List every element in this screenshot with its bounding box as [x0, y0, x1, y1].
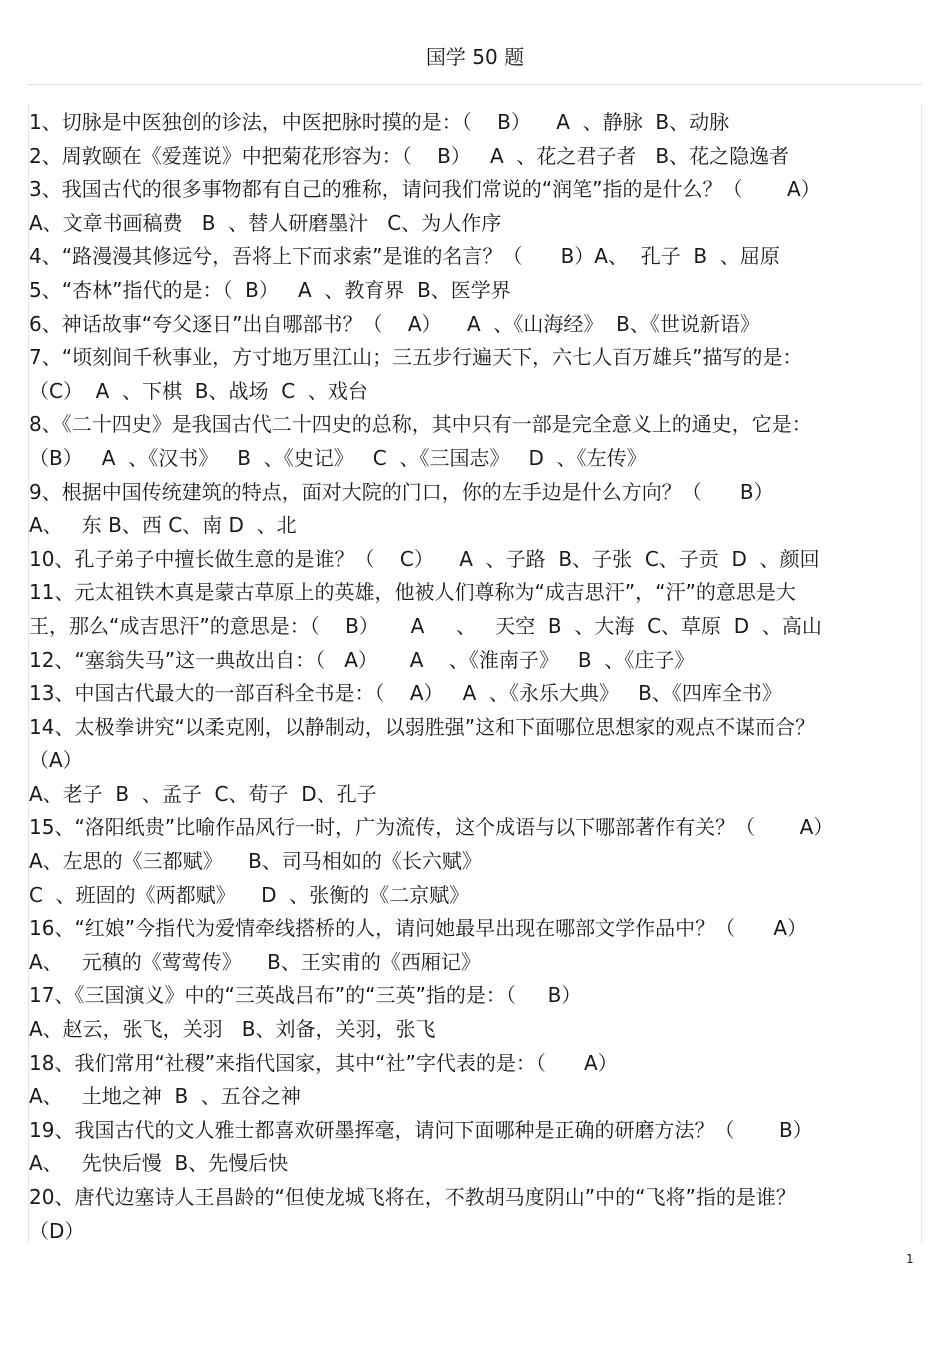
title-divider [28, 84, 922, 85]
text-line: 17、《三国演义》中的“三英战吕布”的“三英”指的是：（ B） [29, 983, 582, 1008]
page-title: 国学 50 题 [425, 45, 525, 69]
text-line: （C） A 、下棋 B、战场 C 、戏台 [29, 378, 368, 403]
text-line: 19、我国古代的文人雅士都喜欢研墨挥毫，请问下面哪种是正确的研磨方法？（ B） [29, 1117, 813, 1142]
text-line: A、 土地之神 B 、五谷之神 [29, 1084, 301, 1109]
text-line: A、 先快后慢 B、先慢后快 [29, 1151, 289, 1176]
text-line: A、赵云，张飞，关羽 B、刘备，关羽，张飞 [29, 1017, 436, 1042]
question-list [29, 106, 919, 1248]
text-line: A、左思的《三都赋》 B、司马相如的《长六赋》 [29, 849, 482, 874]
page-frame-right-border [921, 104, 922, 1244]
text-line: 4、“路漫漫其修远兮，吾将上下而求索”是谁的名言？（ B）A、 孔子 B 、屈原 [29, 244, 780, 269]
text-line: A、文章书画稿费 B 、替人研磨墨汁 C、为人作序 [29, 210, 502, 235]
text-line: 2、周敦颐在《爱莲说》中把菊花形容为：（ B） A 、花之君子者 B、花之隐逸者 [29, 143, 790, 168]
text-line: 14、太极拳讲究“以柔克刚，以静制动，以弱胜强”这和下面哪位思想家的观点不谋而合？ [29, 714, 816, 739]
text-line: 13、中国古代最大的一部百科全书是：（ A） A 、《永乐大典》 B、《四库全书》 [29, 681, 782, 706]
page-number: 1 [906, 1252, 914, 1266]
text-line: 5、“杏林”指代的是：（ B） A 、教育界 B、医学界 [29, 277, 511, 302]
text-line: 12、“塞翁失马”这一典故出自：（ A） A 、《淮南子》 B 、《庄子》 [29, 647, 695, 672]
text-line: C 、班固的《两都赋》 D 、张衡的《二京赋》 [29, 882, 470, 907]
text-line: 7、“顷刻间千秋事业，方寸地万里江山；三五步行遍天下，六七人百万雄兵”描写的是： [29, 345, 803, 370]
text-line: 8、《二十四史》是我国古代二十四史的总称，其中只有一部是完全意义上的通史，它是： [29, 412, 812, 437]
text-line: 10、孔子弟子中擅长做生意的是谁？（ C） A 、子路 B、子张 C、子贡 D 、颜回 [29, 546, 820, 571]
text-line: （D） [29, 1218, 85, 1243]
text-line: 3、我国古代的很多事物都有自己的雅称，请问我们常说的“润笔”指的是什么？（ A） [29, 177, 821, 202]
text-line: 6、神话故事“夸父逐日”出自哪部书？（ A） A 、《山海经》 B、《世说新语》 [29, 311, 760, 336]
text-line: 20、唐代边塞诗人王昌龄的“但使龙城飞将在，不教胡马度阴山”中的“飞将”指的是谁？ [29, 1185, 796, 1209]
text-line: A、老子 B 、孟子 C、荀子 D、孔子 [29, 781, 377, 806]
text-line: A、 东 B、西 C、南 D 、北 [29, 513, 297, 538]
text-line: 16、“红娘”今指代为爱情牵线搭桥的人，请问她最早出现在哪部文学作品中？（ A） [29, 916, 807, 941]
text-line: 18、我们常用“社稷”来指代国家，其中“社”字代表的是：（ A） [29, 1050, 618, 1075]
text-line: 15、“洛阳纸贵”比喻作品风行一时，广为流传，这个成语与以下哪部著作有关？（ A） [29, 815, 834, 840]
text-line: 1、切脉是中医独创的诊法，中医把脉时摸的是：（ B） A 、静脉 B、动脉 [29, 110, 730, 134]
text-line: （B） A 、《汉书》 B 、《史记》 C 、《三国志》 D 、《左传》 [29, 445, 647, 470]
text-line: A、 元稹的《莺莺传》 B、王实甫的《西厢记》 [29, 949, 481, 974]
text-line: 11、元太祖铁木真是蒙古草原上的英雄，他被人们尊称为“成吉思汗”，“汗”的意思是大 [29, 580, 796, 605]
text-line: 9、根据中国传统建筑的特点，面对大院的门口，你的左手边是什么方向？（ B） [29, 479, 774, 504]
text-line: 王，那么“成吉思汗”的意思是：（ B） A 、 天空 B 、大海 C、草原 D 、高山 [29, 613, 822, 638]
text-line: （A） [29, 748, 83, 773]
